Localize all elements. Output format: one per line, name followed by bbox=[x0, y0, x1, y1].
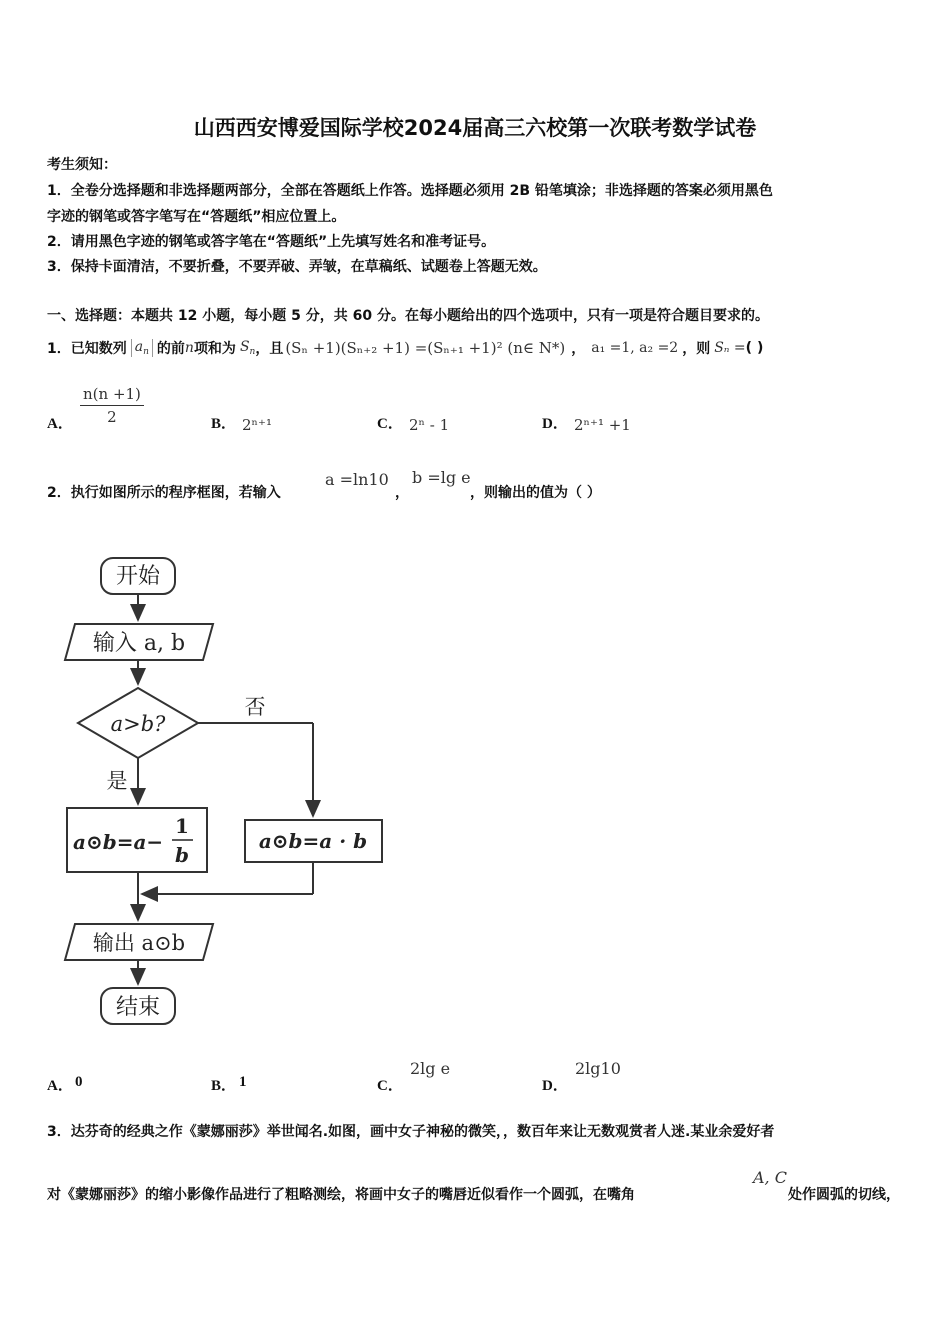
notice-line-1a: 1．全卷分选择题和非选择题两部分，全部在答题纸上作答。选择题必须用 2B 铅笔填涂；非选择题的答案必须用黑色 bbox=[47, 183, 773, 199]
q1-option-a-den: 2 bbox=[107, 408, 117, 426]
q1-text-1: 1．已知数列 bbox=[47, 341, 127, 357]
q2-text-1: 2．执行如图所示的程序框图，若输入 bbox=[47, 485, 281, 501]
q2-option-a-label[interactable]: A． bbox=[47, 1078, 73, 1094]
q1-initial-values: a₁ =1, a₂ =2 bbox=[591, 340, 679, 356]
flow-right-box-text: a⊙b=a · b bbox=[258, 829, 368, 853]
q2-a-eq: a =ln10 bbox=[325, 470, 389, 489]
q2-option-d-label[interactable]: D． bbox=[542, 1078, 568, 1094]
flow-yes-label: 是 bbox=[106, 769, 128, 793]
q3-line-2a: 对《蒙娜丽莎》的缩小影像作品进行了粗略测绘，将画中女子的嘴唇近似看作一个圆弧，在嘴角 bbox=[47, 1187, 635, 1203]
q1-text-5: ， bbox=[571, 341, 586, 357]
flow-input-text: 输入 a, b bbox=[92, 631, 186, 656]
flow-left-box-den: b bbox=[175, 843, 189, 867]
q1-option-b[interactable]: 2ⁿ⁺¹ bbox=[242, 416, 272, 434]
flowchart bbox=[55, 548, 400, 1038]
q1-formula: (Sₙ +1)(Sₙ₊₂ +1) =(Sₙ₊₁ +1)² (n∈ N*) bbox=[285, 339, 566, 357]
q3-AC: A, C bbox=[753, 1168, 787, 1187]
flow-left-box-text: a⊙b=a− bbox=[73, 830, 164, 854]
flow-start-text: 开始 bbox=[115, 564, 161, 589]
q3-line-2b: 处作圆弧的切线， bbox=[788, 1187, 900, 1203]
q1-Sn-sub: n bbox=[249, 347, 256, 357]
q1-Sn bbox=[240, 339, 255, 357]
q2-option-c[interactable]: 2lg e bbox=[410, 1059, 451, 1078]
q3-line-1: 3．达芬奇的经典之作《蒙娜丽莎》举世闻名.如图，画中女子神秘的微笑，，数百年来让无数观赏者人迷.某业余爱好者 bbox=[47, 1124, 775, 1140]
q1-option-c-label[interactable]: C． bbox=[377, 416, 403, 432]
q2-option-a[interactable]: 0 bbox=[75, 1074, 83, 1090]
q2-option-d[interactable]: 2lg10 bbox=[575, 1059, 621, 1078]
q1-an: a bbox=[134, 339, 144, 355]
q1-option-c[interactable]: 2ⁿ - 1 bbox=[409, 416, 450, 434]
q1-n: n bbox=[184, 340, 194, 356]
q1-option-a[interactable] bbox=[80, 385, 144, 426]
notice-line-3: 3．保持卡面清洁，不要折叠，不要弄破、弄皱，在草稿纸、试题卷上答题无效。 bbox=[47, 259, 547, 275]
q2-sep: ， bbox=[395, 485, 409, 501]
section-heading: 一、选择题：本题共 12 小题，每小题 5 分，共 60 分。在每小题给出的四个选项中，只有一项是符合题目要求的。 bbox=[47, 308, 769, 324]
q1-option-b-label[interactable]: B． bbox=[211, 416, 237, 432]
notice-heading: 考生须知： bbox=[47, 157, 117, 173]
q2-b-eq: b =lg e bbox=[412, 468, 471, 487]
flow-no-label: 否 bbox=[244, 695, 266, 719]
flow-left-box-num: 1 bbox=[175, 814, 189, 838]
q1-text-4: ，且 bbox=[255, 341, 284, 357]
q1-text-6: ，则 bbox=[682, 341, 711, 357]
q1-option-d-label[interactable]: D． bbox=[542, 416, 568, 432]
q1-an-sub: n bbox=[143, 347, 149, 357]
q1-Sn-letter: S bbox=[239, 339, 250, 355]
question-1-stem bbox=[47, 338, 763, 358]
q1-text-3: 项和为 bbox=[193, 341, 236, 357]
notice-line-2: 2．请用黑色字迹的钢笔或答字笔在“答题纸”上先填写姓名和准考证号。 bbox=[47, 234, 496, 250]
notice-line-1b: 字迹的钢笔或答字笔写在“答题纸”相应位置上。 bbox=[47, 209, 346, 225]
q1-option-a-num: n(n +1) bbox=[80, 385, 144, 406]
q1-option-a-label[interactable]: A． bbox=[47, 416, 73, 432]
q1-text-2: 的前 bbox=[156, 341, 185, 357]
q1-paren: ( ) bbox=[745, 340, 764, 356]
q2-option-b-label[interactable]: B． bbox=[211, 1078, 237, 1094]
flow-output-text: 输出 a⊙b bbox=[92, 931, 186, 955]
q2-option-b[interactable]: 1 bbox=[239, 1074, 247, 1090]
q1-sequence bbox=[131, 339, 153, 357]
q1-option-d[interactable]: 2ⁿ⁺¹ +1 bbox=[574, 416, 631, 434]
flow-decision-text: a>b? bbox=[110, 712, 166, 736]
q2-text-2: ，则输出的值为（ ） bbox=[470, 485, 601, 501]
flow-end-text: 结束 bbox=[115, 995, 161, 1020]
page-title: 山西西安博爱国际学校2024届高三六校第一次联考数学试卷 bbox=[193, 116, 757, 140]
q2-option-c-label[interactable]: C． bbox=[377, 1078, 403, 1094]
q1-ask: Sₙ = bbox=[714, 340, 746, 356]
